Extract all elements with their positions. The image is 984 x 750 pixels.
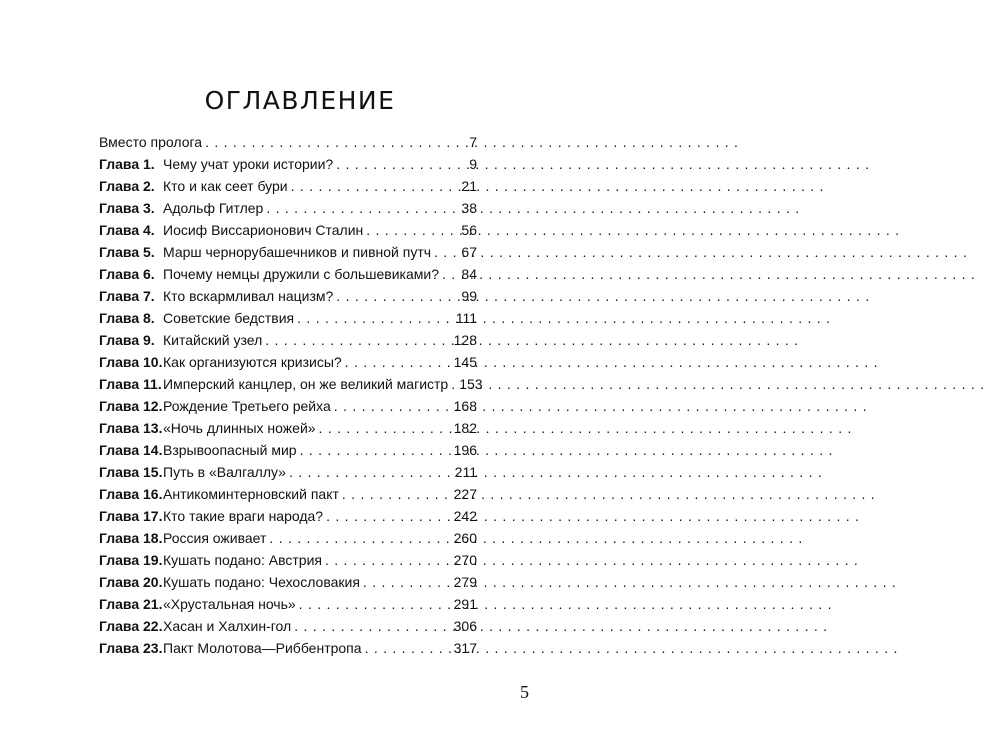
entry-title: Взрывоопасный мир xyxy=(163,442,297,458)
entry-title: Кушать подано: Австрия xyxy=(163,552,322,568)
page-number: 111 xyxy=(455,310,477,326)
chapter-label: Глава 13. xyxy=(99,420,163,436)
page-title: ОГЛАВЛЕНИЕ xyxy=(204,86,396,115)
dot-leader xyxy=(431,241,459,263)
page-number: 306 xyxy=(453,618,477,634)
chapter-label: Глава 9. xyxy=(99,332,155,348)
entry-title: «Хрустальная ночь» xyxy=(163,596,296,612)
dot-leader xyxy=(363,219,459,241)
chapter-label: Глава 4. xyxy=(99,222,155,238)
dot-leader xyxy=(263,197,459,219)
entry-title: Марш чернорубашечников и пивной путч xyxy=(163,244,432,260)
dot-leader xyxy=(439,263,459,285)
chapter-list xyxy=(99,153,483,659)
toc-entry xyxy=(99,461,477,483)
page-number: 38 xyxy=(461,200,477,216)
dot-leader xyxy=(322,549,452,571)
toc-entry xyxy=(99,219,477,241)
page-number: 227 xyxy=(453,486,477,502)
toc-entry xyxy=(99,527,477,549)
entry-title: Китайский узел xyxy=(163,332,263,348)
entry-title: Россия оживает xyxy=(163,530,267,546)
chapter-label: Глава 19. xyxy=(99,552,163,568)
page-number: 182 xyxy=(453,420,477,436)
dot-leader xyxy=(360,571,452,593)
toc-entry xyxy=(99,637,477,659)
toc-entry xyxy=(99,175,477,197)
page-number: 279 xyxy=(453,574,477,590)
page-number: 128 xyxy=(453,332,477,348)
toc-entry xyxy=(99,153,477,175)
chapter-label: Глава 20. xyxy=(99,574,163,590)
entry-title: Хасан и Халхин-гол xyxy=(163,618,292,634)
page-number: 211 xyxy=(454,464,477,480)
chapter-label: Глава 22. xyxy=(99,618,163,634)
toc-entry xyxy=(99,329,477,351)
page-number: 196 xyxy=(453,442,477,458)
toc-entry xyxy=(99,417,477,439)
toc-entry xyxy=(99,197,477,219)
chapter-label: Глава 23. xyxy=(99,640,163,656)
toc-entry xyxy=(99,439,477,461)
chapter-label: Глава 8. xyxy=(99,310,155,326)
dot-leader xyxy=(362,637,452,659)
dot-leader xyxy=(333,153,467,175)
entry-title: Как организуются кризисы? xyxy=(163,354,342,370)
entry-title: Кто вскармливал нацизм? xyxy=(163,288,334,304)
folio-page-number: 5 xyxy=(520,682,529,702)
entry-title: Советские бедствия xyxy=(163,310,295,326)
dot-leader xyxy=(331,395,452,417)
chapter-label: Глава 14. xyxy=(99,442,163,458)
dot-leader xyxy=(291,615,451,637)
dot-leader xyxy=(202,131,467,153)
entry-title: Почему немцы дружили с большевиками? xyxy=(163,266,440,282)
page-number: 260 xyxy=(453,530,477,546)
table-of-contents xyxy=(99,131,483,659)
toc-entry xyxy=(99,285,477,307)
chapter-label: Глава 15. xyxy=(99,464,163,480)
page-number: 291 xyxy=(453,596,477,612)
toc-entry xyxy=(99,263,477,285)
toc-entry xyxy=(99,505,477,527)
entry-title: Путь в «Валгаллу» xyxy=(163,464,286,480)
entry-title: Рождение Третьего рейха xyxy=(163,398,331,414)
page-number: 168 xyxy=(453,398,477,414)
dot-leader xyxy=(323,505,452,527)
toc-entry-prologue xyxy=(99,131,477,153)
page-number: 153 xyxy=(459,376,483,392)
entry-title: Имперский канцлер, он же великий магистр xyxy=(163,376,449,392)
page-number: 99 xyxy=(461,288,477,304)
dot-leader xyxy=(342,351,452,373)
dot-leader xyxy=(333,285,459,307)
entry-title: Кто такие враги народа? xyxy=(163,508,324,524)
toc-entry xyxy=(99,351,477,373)
entry-title: Антикоминтерновский пакт xyxy=(163,486,339,502)
dot-leader xyxy=(448,373,457,395)
dot-leader xyxy=(339,483,452,505)
chapter-label: Глава 1. xyxy=(99,156,155,172)
dot-leader xyxy=(286,461,453,483)
page-number: 67 xyxy=(461,244,477,260)
toc-entry xyxy=(99,307,477,329)
chapter-label: Глава 16. xyxy=(99,486,163,502)
dot-leader xyxy=(297,439,452,461)
toc-entry xyxy=(99,373,483,395)
dot-leader xyxy=(262,329,451,351)
toc-entry xyxy=(99,483,477,505)
chapter-label: Глава 17. xyxy=(99,508,163,524)
toc-entry xyxy=(99,571,477,593)
entry-title: Вместо пролога xyxy=(99,134,203,150)
chapter-label: Глава 7. xyxy=(99,288,155,304)
entry-title: Чему учат уроки истории? xyxy=(163,156,334,172)
chapter-label: Глава 21. xyxy=(99,596,163,612)
page-number: 145 xyxy=(453,354,477,370)
entry-title: Кто и как сеет бури xyxy=(163,178,288,194)
page-number: 317 xyxy=(453,640,477,656)
entry-title: «Ночь длинных ножей» xyxy=(163,420,316,436)
chapter-label: Глава 11. xyxy=(99,376,162,392)
chapter-label: Глава 6. xyxy=(99,266,155,282)
page-number: 9 xyxy=(469,156,477,172)
toc-entry xyxy=(99,241,477,263)
page-number: 270 xyxy=(453,552,477,568)
entry-title: Пакт Молотова—Риббентропа xyxy=(163,640,362,656)
dot-leader xyxy=(316,417,452,439)
chapter-label: Глава 10. xyxy=(99,354,163,370)
page-number: 7 xyxy=(469,134,477,150)
chapter-label: Глава 2. xyxy=(99,178,155,194)
entry-title: Кушать подано: Чехословакия xyxy=(163,574,360,590)
toc-entry xyxy=(99,549,477,571)
chapter-label: Глава 18. xyxy=(99,530,163,546)
page-number: 21 xyxy=(461,178,477,194)
toc-entry xyxy=(99,395,477,417)
chapter-label: Глава 3. xyxy=(99,200,155,216)
toc-entry xyxy=(99,615,477,637)
entry-title: Иосиф Виссарионович Сталин xyxy=(163,222,364,238)
dot-leader xyxy=(294,307,454,329)
dot-leader xyxy=(296,593,452,615)
chapter-label: Глава 5. xyxy=(99,244,155,260)
page-number: 84 xyxy=(461,266,477,282)
page-number: 56 xyxy=(461,222,477,238)
chapter-label: Глава 12. xyxy=(99,398,163,414)
entry-title: Адольф Гитлер xyxy=(163,200,264,216)
dot-leader xyxy=(266,527,451,549)
page-number: 242 xyxy=(453,508,477,524)
toc-entry xyxy=(99,593,477,615)
dot-leader xyxy=(288,175,460,197)
